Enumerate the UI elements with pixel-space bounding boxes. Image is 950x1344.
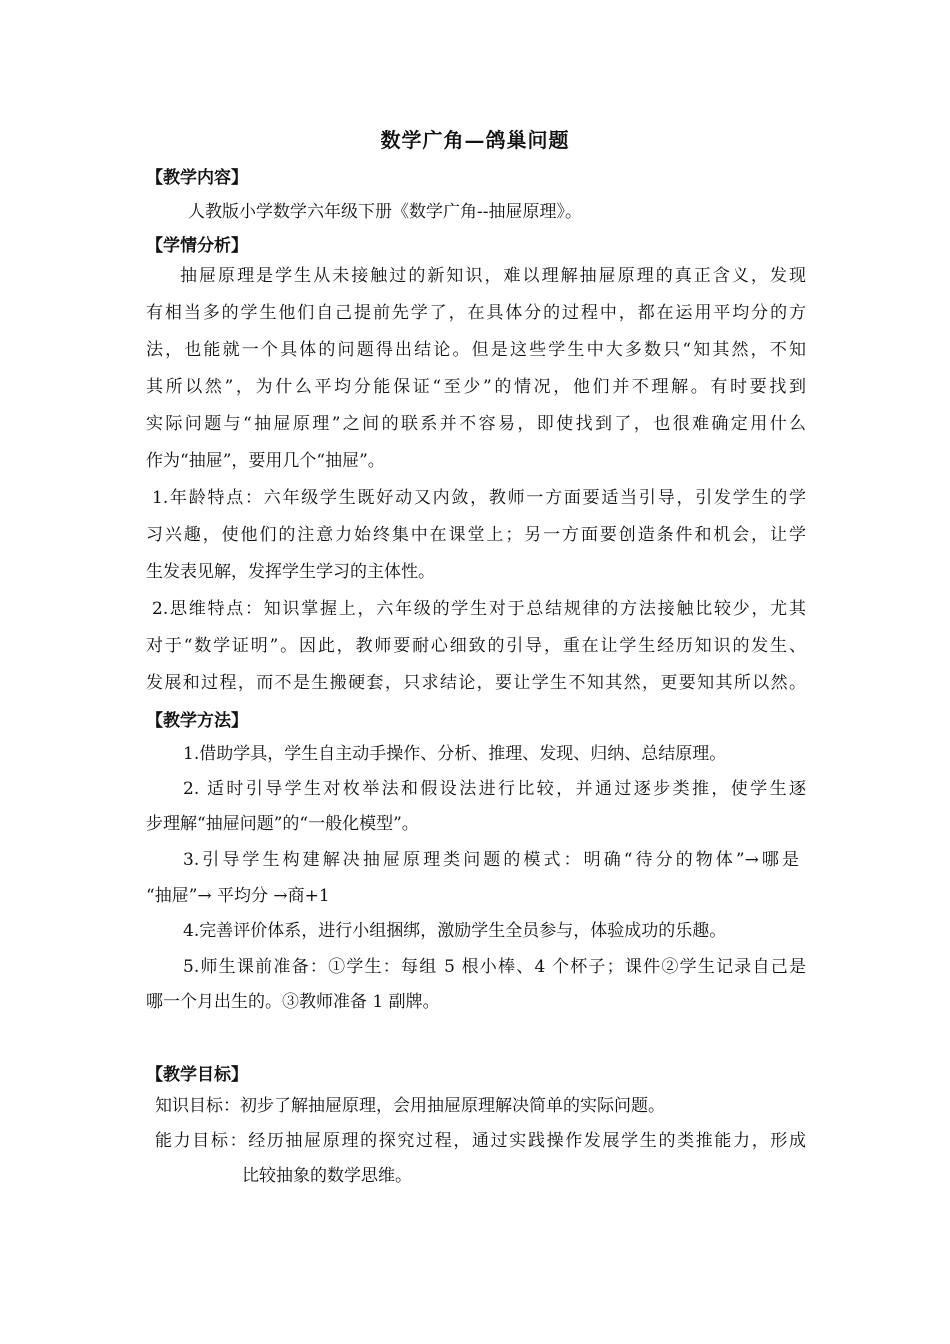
goals-line: 比较抽象的数学思维。 [242,1166,412,1186]
heading-methods: 【教学方法】 [146,711,248,731]
content-text: 人教版小学数学六年级下册《数学广角--抽屉原理》。 [188,202,582,222]
analysis-line: 法，也能就一个具体的问题得出结论。但是这些学生中大多数只“知其然，不知 [146,340,806,360]
document-title: 数学广角—鸽巢问题 [380,128,570,152]
goals-line: 知识目标：初步了解抽屉原理，会用抽屉原理解决简单的实际问题。 [155,1096,665,1116]
analysis-line: 有相当多的学生他们自己提前先学了，在具体分的过程中，都在运用平均分的方 [146,303,806,323]
methods-line: 哪一个月出生的。③教师准备 1 副牌。 [146,992,440,1012]
analysis-line: 习兴趣，使他们的注意力始终集中在课堂上；另一方面要创造条件和机会，让学 [146,525,806,545]
methods-line: 1.借助学具，学生自主动手操作、分析、推理、发现、归纳、总结原理。 [183,744,727,764]
analysis-line: 作为“抽屉”，要用几个“抽屉”。 [146,451,385,471]
heading-analysis: 【学情分析】 [146,236,248,256]
analysis-line: 抽屉原理是学生从未接触过的新知识，难以理解抽屉原理的真正含义，发现 [180,266,806,286]
methods-line: 5.师生课前准备：①学生：每组 5 根小棒、4 个杯子；课件②学生记录自己是 [183,957,806,977]
analysis-line: 其所以然”，为什么平均分能保证“至少”的情况，他们并不理解。有时要找到 [146,377,806,397]
goals-line: 能力目标：经历抽屉原理的探究过程，通过实践操作发展学生的类推能力，形成 [155,1131,806,1151]
analysis-line: 发展和过程，而不是生搬硬套，只求结论，要让学生不知其然，更要知其所以然。 [146,673,806,693]
heading-content: 【教学内容】 [146,168,248,188]
analysis-line: 1.年龄特点：六年级学生既好动又内敛，教师一方面要适当引导，引发学生的学 [152,488,806,508]
methods-line: 步理解“抽屉问题”的“一般化模型”。 [146,814,419,834]
methods-line: 3.引导学生构建解决抽屉原理类问题的模式：明确“待分的物体”→哪是 [183,850,799,870]
analysis-line: 生发表见解，发挥学生学习的主体性。 [146,562,435,582]
methods-line: “抽屉”→ 平均分 →商+1 [146,886,330,906]
methods-line: 4.完善评价体系，进行小组捆绑，激励学生全员参与，体验成功的乐趣。 [183,921,727,941]
methods-line: 2. 适时引导学生对枚举法和假设法进行比较，并通过逐步类推，使学生逐 [183,779,806,799]
analysis-line: 对于“数学证明”。因此，教师要耐心细致的引导，重在让学生经历知识的发生、 [146,636,806,656]
analysis-line: 实际问题与“抽屉原理”之间的联系并不容易，即使找到了，也很难确定用什么 [146,414,806,434]
analysis-line: 2.思维特点：知识掌握上，六年级的学生对于总结规律的方法接触比较少，尤其 [152,599,806,619]
heading-goals: 【教学目标】 [146,1065,248,1085]
